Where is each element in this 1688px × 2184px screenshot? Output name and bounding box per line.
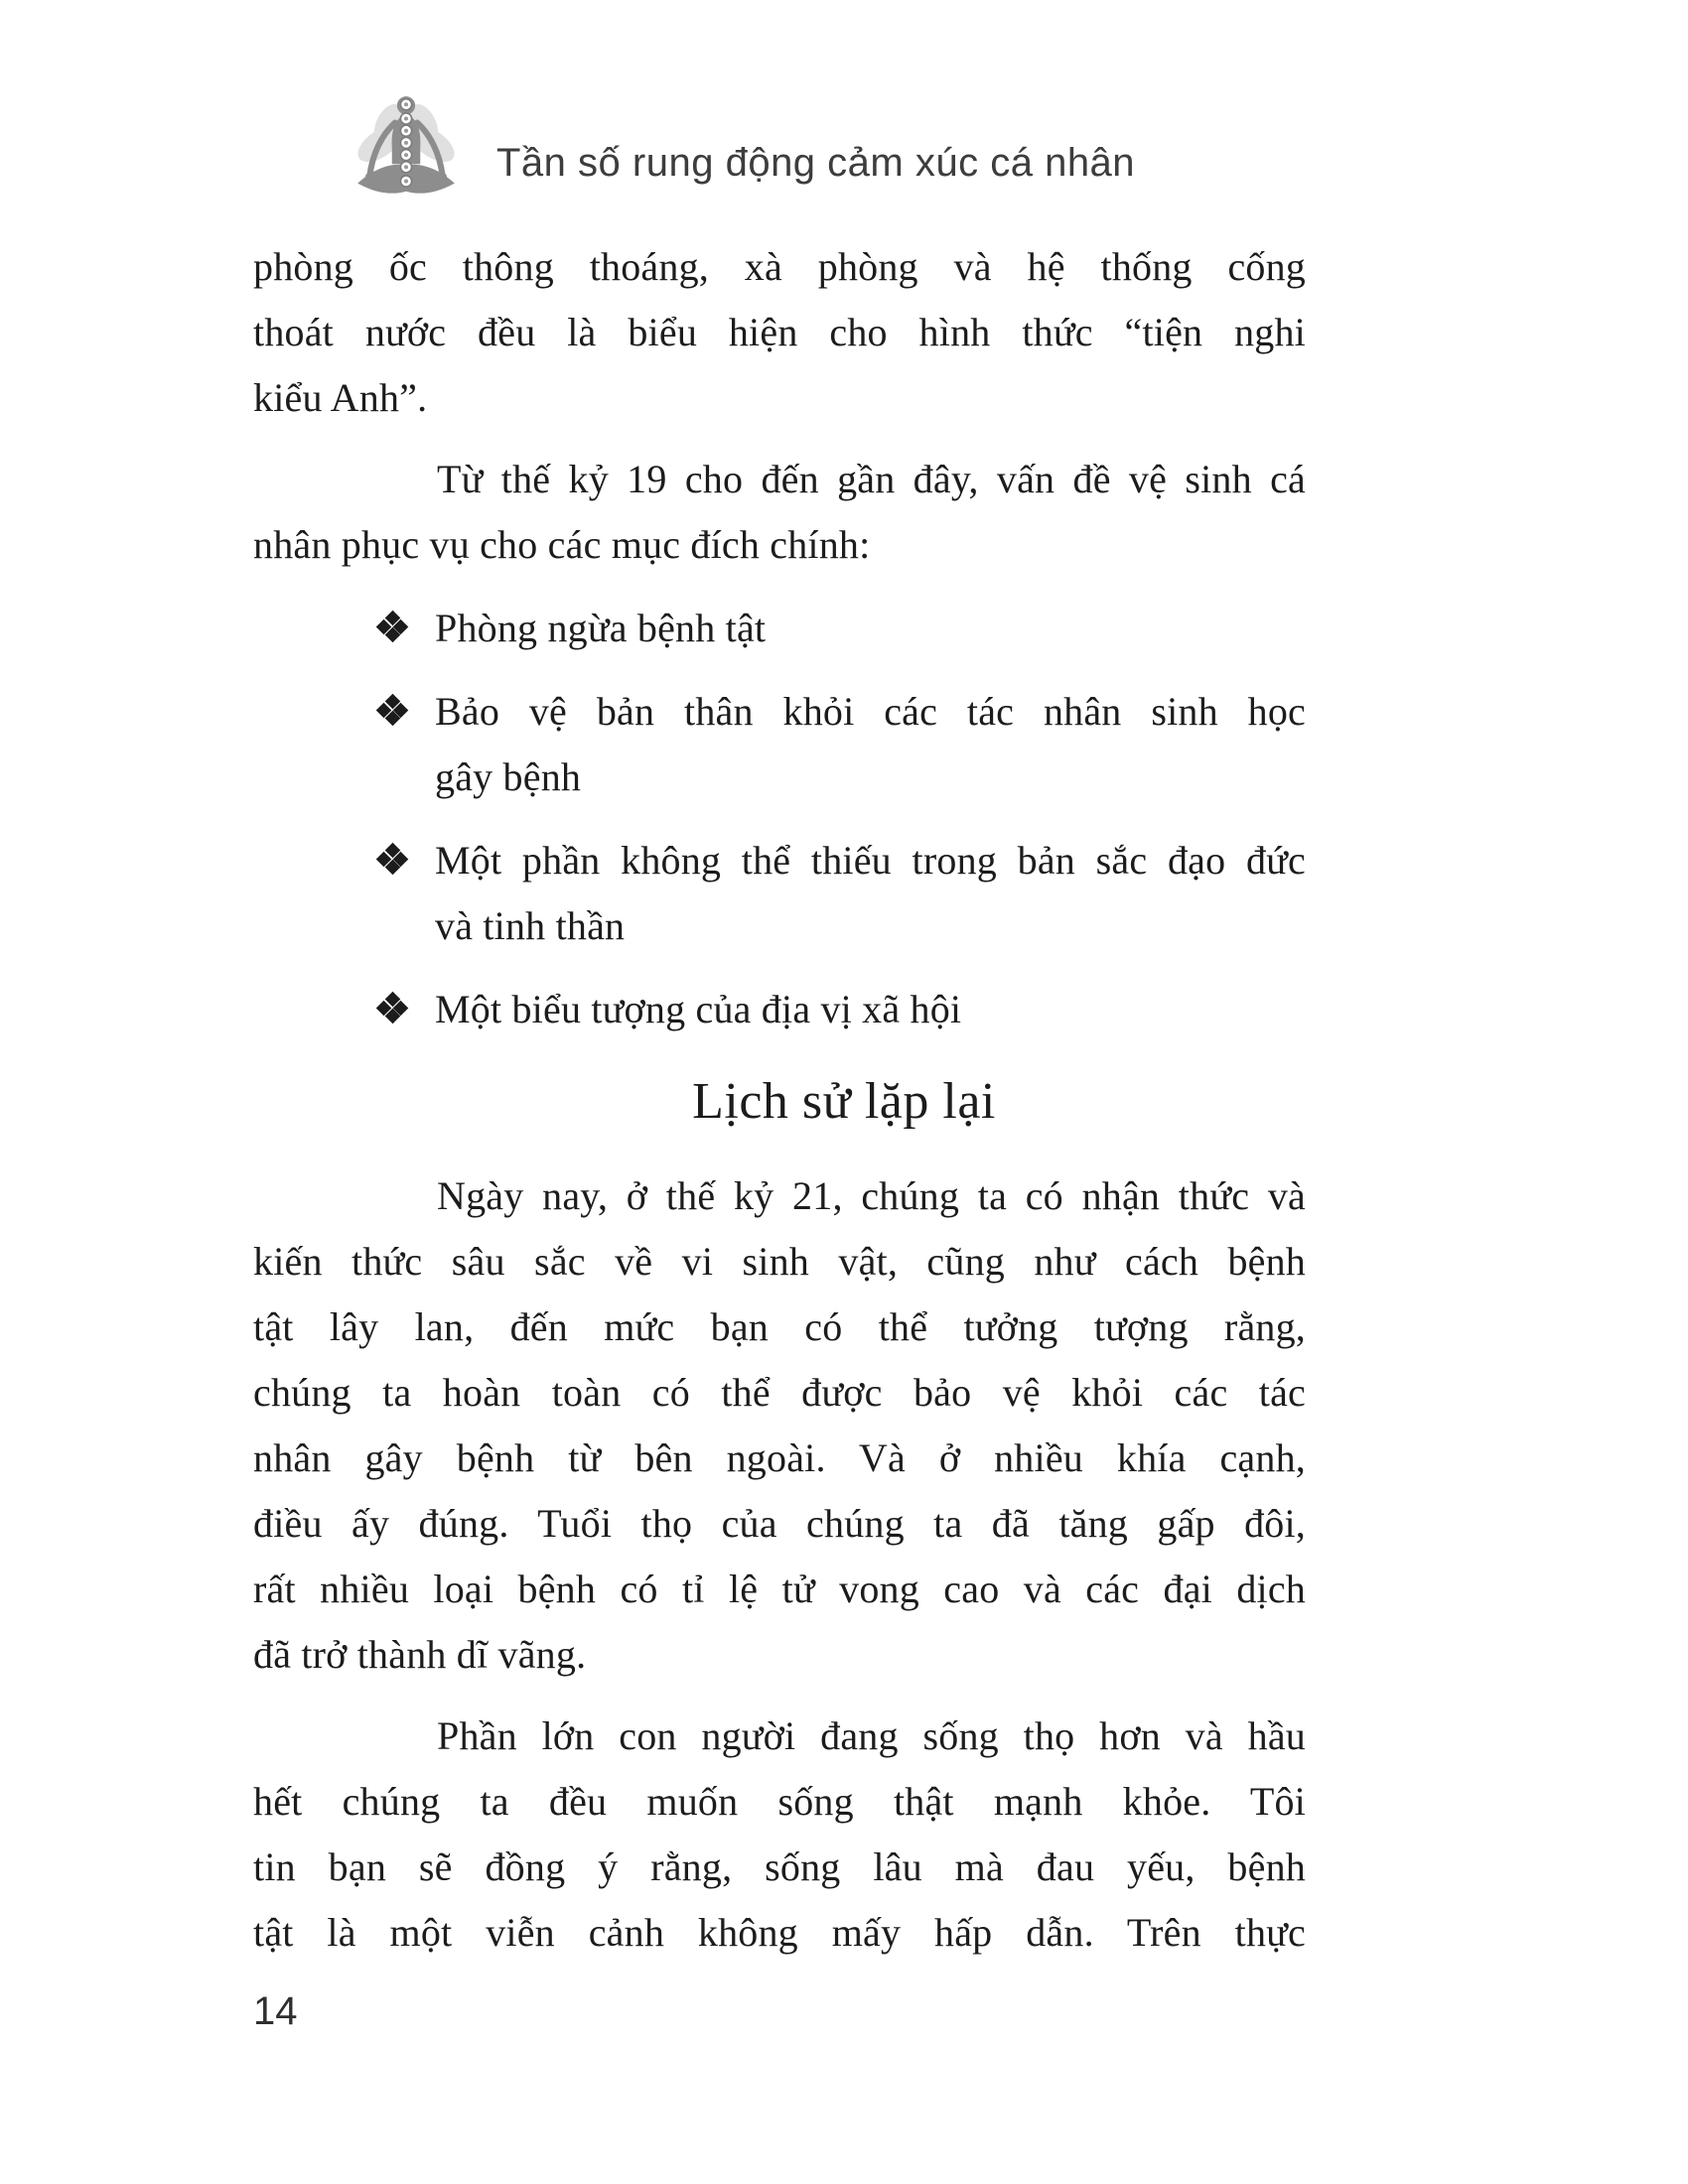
text-line: kiểu Anh”. [253, 375, 428, 420]
bullet-item [253, 596, 1306, 661]
text-line: Một biểu tượng của địa vị xã hội [435, 987, 962, 1031]
text-line: Ngày nay, ở thế kỷ 21, chúng ta có nhận thức và [437, 1173, 1306, 1218]
bullet-item [253, 679, 1306, 810]
text-line: chúng ta hoàn toàn có thể được bảo vệ khỏi các tác [253, 1370, 1306, 1415]
bullet-item [253, 977, 1306, 1042]
text-line: tật là một viễn cảnh không mấy hấp dẫn. Trên thực [253, 1910, 1306, 1955]
text-line: Bảo vệ bản thân khỏi các tác nhân sinh học [435, 689, 1306, 734]
meditation-logo-icon [346, 89, 467, 208]
bullet-diamond-icon [376, 611, 408, 642]
bullet-diamond-icon [376, 694, 408, 726]
text-line: nhân gây bệnh từ bên ngoài. Và ở nhiều khía cạnh, [253, 1435, 1306, 1480]
text-line: nhân phục vụ cho các mục đích chính: [253, 522, 871, 567]
section-heading: Lịch sử lặp lại [692, 1073, 996, 1130]
text-line: điều ấy đúng. Tuổi thọ của chúng ta đã tăng gấp đôi, [253, 1501, 1306, 1546]
text-line: rất nhiều loại bệnh có tỉ lệ tử vong cao và các đại dịch [253, 1567, 1306, 1611]
paragraph [253, 447, 1306, 578]
bullet-list [253, 596, 1306, 1042]
bullet-diamond-icon [376, 992, 408, 1024]
paragraph [253, 234, 1306, 431]
text-line: thoát nước đều là biểu hiện cho hình thức “tiện nghi [253, 310, 1306, 354]
text-line: Phòng ngừa bệnh tật [435, 606, 767, 650]
bullet-diamond-icon [376, 843, 408, 875]
page-number: 14 [253, 1989, 298, 2033]
text-line: gây bệnh [435, 754, 582, 799]
bullet-item [253, 828, 1306, 959]
paragraph [253, 1163, 1306, 1688]
text-line: tin bạn sẽ đồng ý rằng, sống lâu mà đau yếu, bệnh [253, 1844, 1306, 1889]
running-head-title: Tần số rung động cảm xúc cá nhân [496, 141, 1136, 185]
text-line: phòng ốc thông thoáng, xà phòng và hệ thống cống [253, 244, 1306, 289]
text-line: và tinh thần [435, 903, 626, 948]
text-line: Một phần không thể thiếu trong bản sắc đạo đức [435, 838, 1306, 883]
text-line: tật lây lan, đến mức bạn có thể tưởng tượng rằng, [253, 1304, 1306, 1349]
text-line: đã trở thành dĩ vãng. [253, 1632, 587, 1677]
text-line: Phần lớn con người đang sống thọ hơn và hầu [437, 1713, 1306, 1758]
text-column [253, 234, 1306, 1966]
text-line: Từ thế kỷ 19 cho đến gần đây, vấn đề vệ sinh cá [437, 457, 1306, 501]
paragraph [253, 1704, 1306, 1966]
text-line: hết chúng ta đều muốn sống thật mạnh khỏe. Tôi [253, 1779, 1306, 1824]
text-line: kiến thức sâu sắc về vi sinh vật, cũng như cách bệnh [253, 1239, 1306, 1284]
